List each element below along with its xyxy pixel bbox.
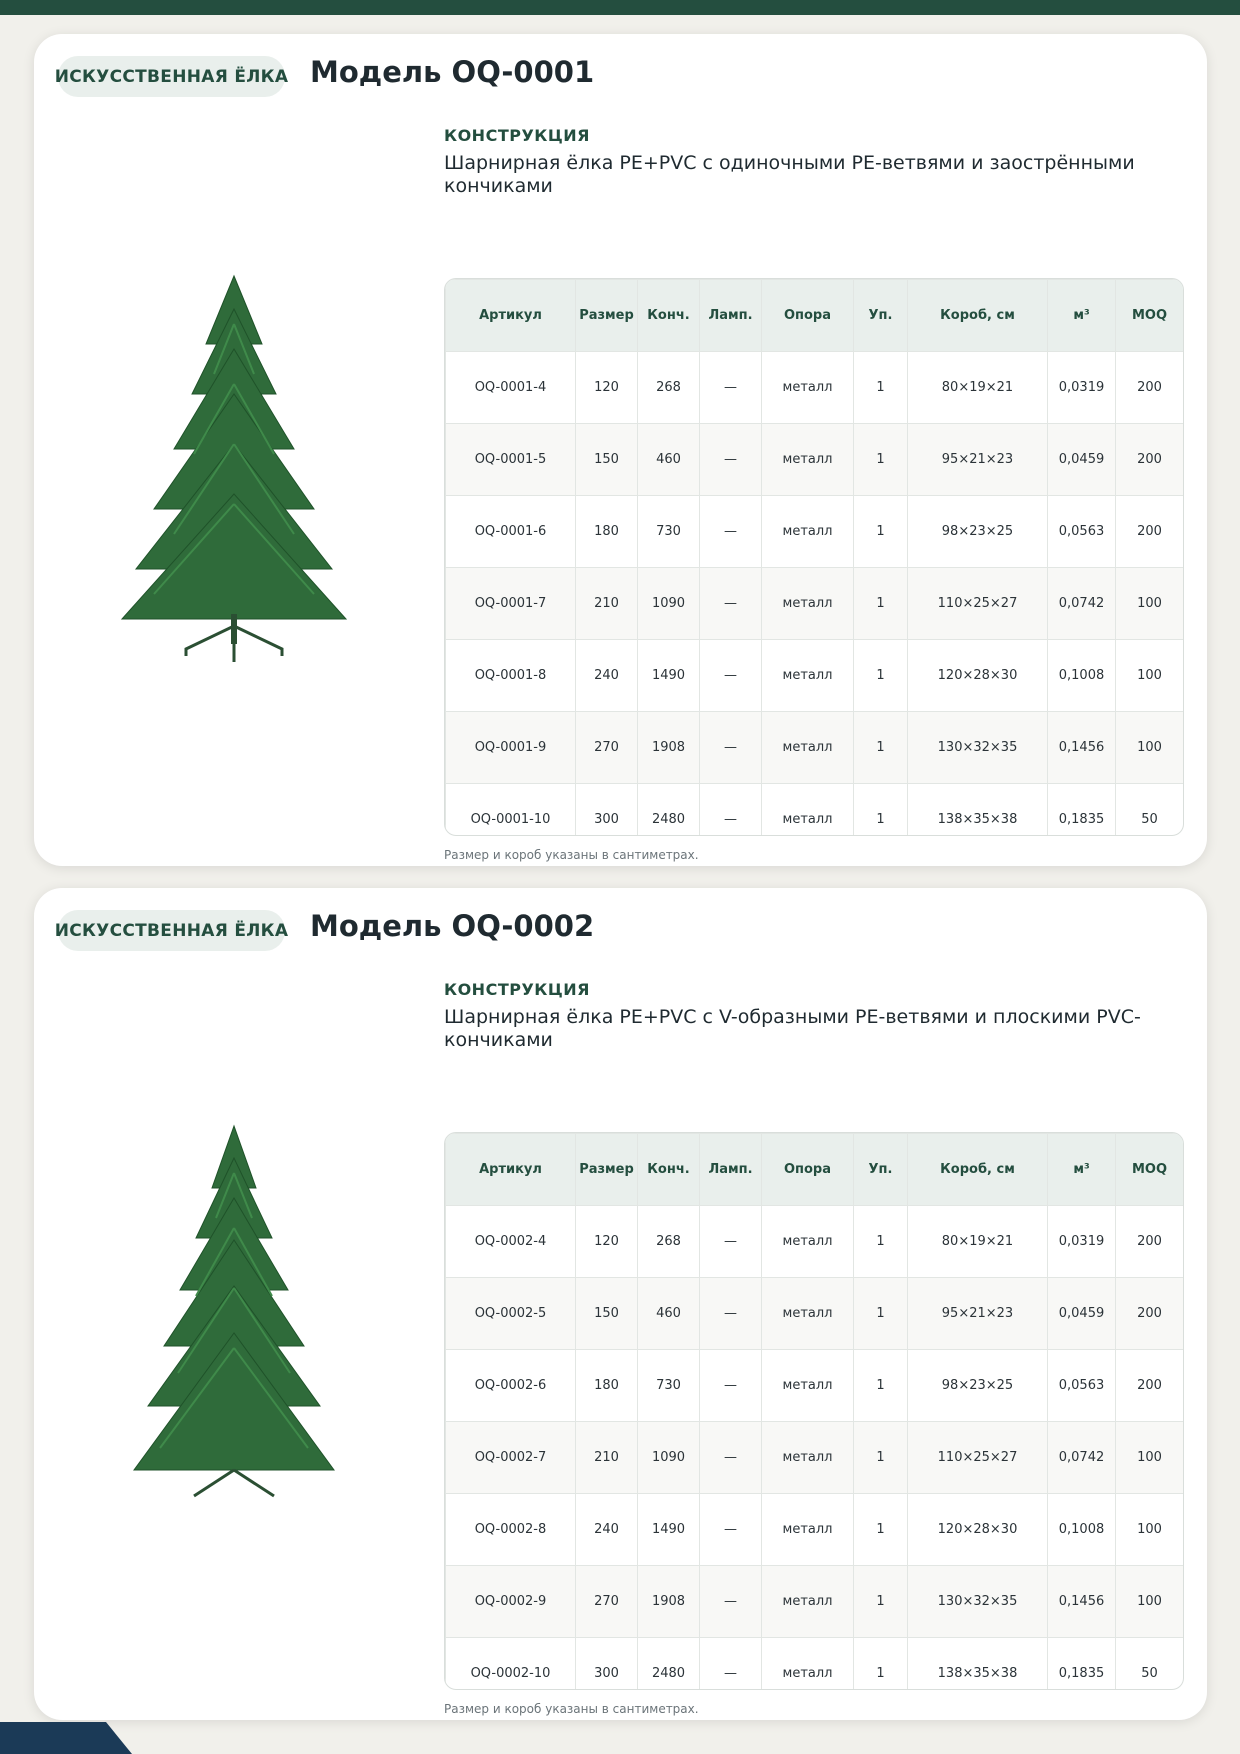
table-row bbox=[446, 424, 1184, 496]
construction-description: Шарнирная ёлка PE+PVC с V-образными PE-ветвями и плоскими PVC-кончиками bbox=[444, 1006, 1141, 1051]
table-cell: — bbox=[700, 1638, 762, 1691]
table-cell: 98×23×25 bbox=[908, 1350, 1048, 1422]
category-badge: ИСКУССТВЕННАЯ ЁЛКА bbox=[58, 910, 285, 951]
col-header-moq: MOQ bbox=[1116, 1134, 1184, 1206]
table-cell: 200 bbox=[1116, 496, 1184, 568]
construction-label: КОНСТРУКЦИЯ bbox=[444, 980, 590, 999]
table-cell: — bbox=[700, 352, 762, 424]
table-cell: — bbox=[700, 1494, 762, 1566]
table-cell: 270 bbox=[576, 1566, 638, 1638]
table-cell: 110×25×27 bbox=[908, 568, 1048, 640]
table-cell: 130×32×35 bbox=[908, 712, 1048, 784]
table-cell: 240 bbox=[576, 1494, 638, 1566]
table-cell: OQ-0002-10 bbox=[446, 1638, 576, 1691]
table-cell: 80×19×21 bbox=[908, 1206, 1048, 1278]
tree-illustration bbox=[74, 264, 394, 684]
table-row bbox=[446, 568, 1184, 640]
table-cell: металл bbox=[762, 1278, 854, 1350]
table-footnote: Размер и короб указаны в сантиметрах. bbox=[444, 1702, 699, 1716]
table-cell: 120 bbox=[576, 1206, 638, 1278]
table-cell: 100 bbox=[1116, 1494, 1184, 1566]
table-cell: OQ-0002-7 bbox=[446, 1422, 576, 1494]
table-cell: OQ-0001-8 bbox=[446, 640, 576, 712]
table-cell: 0,0459 bbox=[1048, 1278, 1116, 1350]
table-cell: 0,0563 bbox=[1048, 496, 1116, 568]
table-cell: 1 bbox=[854, 496, 908, 568]
table-cell: 100 bbox=[1116, 568, 1184, 640]
col-header-stand: Опора bbox=[762, 1134, 854, 1206]
table-cell: 1 bbox=[854, 640, 908, 712]
table-cell: 1090 bbox=[638, 568, 700, 640]
table-cell: 1 bbox=[854, 424, 908, 496]
table-cell: 138×35×38 bbox=[908, 1638, 1048, 1691]
table-cell: 138×35×38 bbox=[908, 784, 1048, 837]
table-cell: 0,0742 bbox=[1048, 568, 1116, 640]
spec-table bbox=[445, 1133, 1184, 1690]
spec-table-container bbox=[444, 278, 1184, 836]
table-cell: 100 bbox=[1116, 1422, 1184, 1494]
table-cell: металл bbox=[762, 496, 854, 568]
construction-description: Шарнирная ёлка PE+PVC с одиночными PE-ветвями и заострёнными кончиками bbox=[444, 152, 1135, 197]
table-cell: 120×28×30 bbox=[908, 1494, 1048, 1566]
table-row bbox=[446, 1638, 1184, 1691]
table-cell: 0,1008 bbox=[1048, 1494, 1116, 1566]
table-cell: металл bbox=[762, 568, 854, 640]
table-cell: 1 bbox=[854, 568, 908, 640]
table-cell: 200 bbox=[1116, 352, 1184, 424]
corner-decoration bbox=[0, 1722, 132, 1754]
table-cell: 460 bbox=[638, 1278, 700, 1350]
table-cell: 460 bbox=[638, 424, 700, 496]
table-cell: 200 bbox=[1116, 424, 1184, 496]
table-row bbox=[446, 1566, 1184, 1638]
table-cell: 95×21×23 bbox=[908, 424, 1048, 496]
table-cell: металл bbox=[762, 1638, 854, 1691]
col-header-size: Размер bbox=[576, 280, 638, 352]
product-card-oq-0002 bbox=[34, 888, 1207, 1720]
col-header-pack: Уп. bbox=[854, 1134, 908, 1206]
table-cell: — bbox=[700, 712, 762, 784]
table-cell: 0,1456 bbox=[1048, 712, 1116, 784]
table-row bbox=[446, 712, 1184, 784]
table-cell: 100 bbox=[1116, 1566, 1184, 1638]
table-cell: 300 bbox=[576, 784, 638, 837]
col-header-box: Короб, см bbox=[908, 280, 1048, 352]
table-cell: 270 bbox=[576, 712, 638, 784]
table-cell: 210 bbox=[576, 1422, 638, 1494]
table-cell: 2480 bbox=[638, 784, 700, 837]
table-cell: 1 bbox=[854, 1350, 908, 1422]
table-cell: OQ-0001-4 bbox=[446, 352, 576, 424]
table-row bbox=[446, 1278, 1184, 1350]
table-cell: металл bbox=[762, 712, 854, 784]
table-cell: 0,1835 bbox=[1048, 1638, 1116, 1691]
table-cell: 80×19×21 bbox=[908, 352, 1048, 424]
table-row bbox=[446, 1494, 1184, 1566]
col-header-moq: MOQ bbox=[1116, 280, 1184, 352]
table-cell: металл bbox=[762, 424, 854, 496]
tree-image bbox=[74, 264, 394, 684]
col-header-size: Размер bbox=[576, 1134, 638, 1206]
table-cell: 210 bbox=[576, 568, 638, 640]
table-cell: 730 bbox=[638, 1350, 700, 1422]
table-cell: 1 bbox=[854, 1422, 908, 1494]
table-cell: 1 bbox=[854, 1278, 908, 1350]
table-cell: 1490 bbox=[638, 1494, 700, 1566]
col-header-tips: Конч. bbox=[638, 280, 700, 352]
table-cell: OQ-0001-9 bbox=[446, 712, 576, 784]
table-row bbox=[446, 1422, 1184, 1494]
product-card-oq-0001 bbox=[34, 34, 1207, 866]
table-cell: 98×23×25 bbox=[908, 496, 1048, 568]
table-cell: 110×25×27 bbox=[908, 1422, 1048, 1494]
table-cell: 95×21×23 bbox=[908, 1278, 1048, 1350]
table-cell: OQ-0002-8 bbox=[446, 1494, 576, 1566]
table-header-row bbox=[446, 280, 1184, 352]
spec-table-container bbox=[444, 1132, 1184, 1690]
table-cell: 100 bbox=[1116, 640, 1184, 712]
table-cell: 130×32×35 bbox=[908, 1566, 1048, 1638]
spec-table bbox=[445, 279, 1184, 836]
table-cell: 200 bbox=[1116, 1278, 1184, 1350]
col-header-lamps: Ламп. bbox=[700, 1134, 762, 1206]
table-cell: 1090 bbox=[638, 1422, 700, 1494]
table-cell: 0,0563 bbox=[1048, 1350, 1116, 1422]
table-cell: металл bbox=[762, 640, 854, 712]
top-brand-band bbox=[0, 0, 1240, 15]
table-cell: OQ-0002-6 bbox=[446, 1350, 576, 1422]
table-cell: 1 bbox=[854, 1566, 908, 1638]
table-cell: 200 bbox=[1116, 1206, 1184, 1278]
table-cell: 0,1456 bbox=[1048, 1566, 1116, 1638]
col-header-article: Артикул bbox=[446, 1134, 576, 1206]
model-title: Модель OQ-0001 bbox=[310, 55, 595, 89]
table-cell: 150 bbox=[576, 1278, 638, 1350]
table-row bbox=[446, 640, 1184, 712]
table-cell: 180 bbox=[576, 1350, 638, 1422]
table-cell: металл bbox=[762, 352, 854, 424]
table-cell: OQ-0001-7 bbox=[446, 568, 576, 640]
table-cell: 120×28×30 bbox=[908, 640, 1048, 712]
table-cell: OQ-0002-5 bbox=[446, 1278, 576, 1350]
category-badge: ИСКУССТВЕННАЯ ЁЛКА bbox=[58, 56, 285, 97]
table-cell: 50 bbox=[1116, 1638, 1184, 1691]
table-cell: OQ-0002-4 bbox=[446, 1206, 576, 1278]
table-row bbox=[446, 352, 1184, 424]
table-cell: OQ-0001-5 bbox=[446, 424, 576, 496]
col-header-tips: Конч. bbox=[638, 1134, 700, 1206]
table-cell: металл bbox=[762, 1206, 854, 1278]
table-cell: 0,1835 bbox=[1048, 784, 1116, 837]
table-cell: 300 bbox=[576, 1638, 638, 1691]
table-cell: 1 bbox=[854, 1638, 908, 1691]
col-header-stand: Опора bbox=[762, 280, 854, 352]
table-cell: 1 bbox=[854, 1206, 908, 1278]
table-cell: 1 bbox=[854, 712, 908, 784]
table-cell: OQ-0001-10 bbox=[446, 784, 576, 837]
table-cell: — bbox=[700, 1350, 762, 1422]
table-cell: металл bbox=[762, 1350, 854, 1422]
table-row bbox=[446, 784, 1184, 837]
table-cell: 730 bbox=[638, 496, 700, 568]
table-row bbox=[446, 1206, 1184, 1278]
table-cell: — bbox=[700, 1422, 762, 1494]
table-cell: 268 bbox=[638, 352, 700, 424]
table-body bbox=[446, 1206, 1184, 1691]
construction-label: КОНСТРУКЦИЯ bbox=[444, 126, 590, 145]
col-header-article: Артикул bbox=[446, 280, 576, 352]
table-cell: металл bbox=[762, 1566, 854, 1638]
col-header-volume: м³ bbox=[1048, 280, 1116, 352]
col-header-volume: м³ bbox=[1048, 1134, 1116, 1206]
table-cell: — bbox=[700, 1278, 762, 1350]
table-cell: 150 bbox=[576, 424, 638, 496]
table-cell: 0,0742 bbox=[1048, 1422, 1116, 1494]
table-cell: — bbox=[700, 784, 762, 837]
table-cell: — bbox=[700, 1566, 762, 1638]
table-cell: 240 bbox=[576, 640, 638, 712]
table-row bbox=[446, 1350, 1184, 1422]
table-header-row bbox=[446, 1134, 1184, 1206]
table-cell: 180 bbox=[576, 496, 638, 568]
table-cell: 50 bbox=[1116, 784, 1184, 837]
model-title: Модель OQ-0002 bbox=[310, 909, 595, 943]
table-cell: 268 bbox=[638, 1206, 700, 1278]
table-cell: металл bbox=[762, 784, 854, 837]
table-cell: 0,1008 bbox=[1048, 640, 1116, 712]
table-cell: 0,0319 bbox=[1048, 352, 1116, 424]
table-cell: — bbox=[700, 1206, 762, 1278]
table-body bbox=[446, 352, 1184, 837]
table-cell: 1 bbox=[854, 784, 908, 837]
table-cell: 0,0319 bbox=[1048, 1206, 1116, 1278]
table-cell: 1490 bbox=[638, 640, 700, 712]
table-cell: — bbox=[700, 640, 762, 712]
table-cell: металл bbox=[762, 1494, 854, 1566]
table-cell: — bbox=[700, 496, 762, 568]
table-footnote: Размер и короб указаны в сантиметрах. bbox=[444, 848, 699, 862]
table-cell: 1 bbox=[854, 1494, 908, 1566]
table-cell: 1908 bbox=[638, 1566, 700, 1638]
tree-image bbox=[74, 1118, 394, 1538]
col-header-lamps: Ламп. bbox=[700, 280, 762, 352]
table-cell: — bbox=[700, 568, 762, 640]
table-cell: OQ-0002-9 bbox=[446, 1566, 576, 1638]
table-cell: 1 bbox=[854, 352, 908, 424]
table-cell: 2480 bbox=[638, 1638, 700, 1691]
table-cell: 0,0459 bbox=[1048, 424, 1116, 496]
col-header-box: Короб, см bbox=[908, 1134, 1048, 1206]
table-cell: 100 bbox=[1116, 712, 1184, 784]
table-row bbox=[446, 496, 1184, 568]
tree-illustration bbox=[74, 1118, 394, 1538]
col-header-pack: Уп. bbox=[854, 280, 908, 352]
table-cell: 1908 bbox=[638, 712, 700, 784]
table-cell: 200 bbox=[1116, 1350, 1184, 1422]
table-cell: 120 bbox=[576, 352, 638, 424]
table-cell: OQ-0001-6 bbox=[446, 496, 576, 568]
table-cell: металл bbox=[762, 1422, 854, 1494]
table-cell: — bbox=[700, 424, 762, 496]
